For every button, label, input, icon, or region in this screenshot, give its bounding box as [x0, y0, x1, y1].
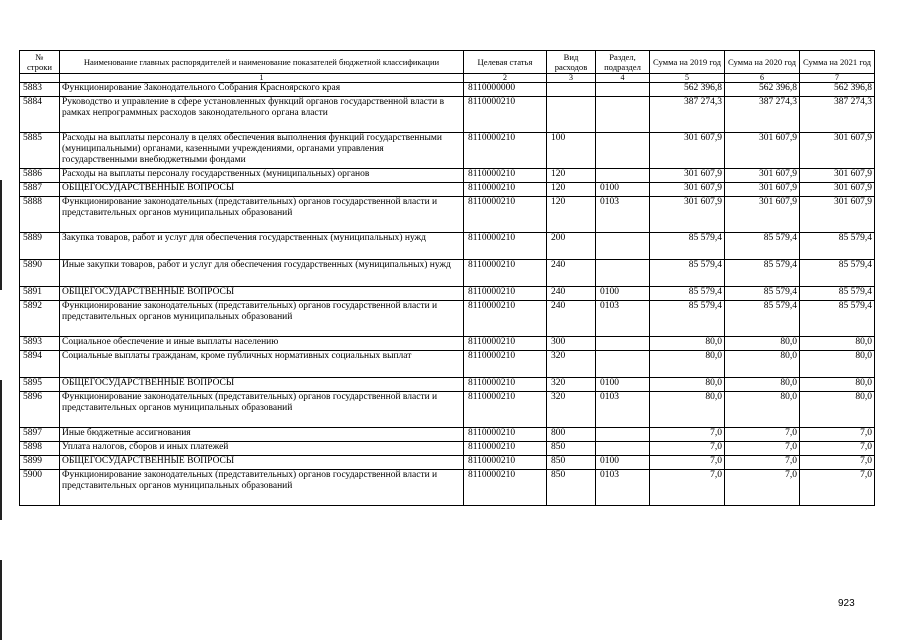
row-sum-2019: 301 607,9 — [650, 133, 725, 169]
row-number: 5889 — [20, 233, 60, 260]
row-name: Функционирование законодательных (представительных) органов государственной власти и представительных органов муниципальных образований — [60, 197, 464, 233]
scan-edge-mark — [0, 380, 2, 520]
row-expense-kind: 200 — [547, 233, 596, 260]
row-sum-2021: 80,0 — [800, 392, 875, 428]
table-row — [20, 97, 875, 133]
row-section: 0103 — [596, 301, 650, 337]
row-target-article: 8110000210 — [464, 378, 547, 392]
row-sum-2020: 7,0 — [725, 442, 800, 456]
row-section: 0103 — [596, 392, 650, 428]
row-name: Функционирование законодательных (представительных) органов государственной власти и представительных органов муниципальных образований — [60, 392, 464, 428]
row-sum-2021: 387 274,3 — [800, 97, 875, 133]
row-sum-2020: 85 579,4 — [725, 233, 800, 260]
row-name: ОБЩЕГОСУДАРСТВЕННЫЕ ВОПРОСЫ — [60, 378, 464, 392]
row-expense-kind: 300 — [547, 337, 596, 351]
row-sum-2019: 80,0 — [650, 337, 725, 351]
row-sum-2020: 301 607,9 — [725, 133, 800, 169]
row-expense-kind: 120 — [547, 197, 596, 233]
row-sum-2020: 301 607,9 — [725, 183, 800, 197]
table-row — [20, 233, 875, 260]
row-sum-2021: 7,0 — [800, 470, 875, 506]
row-sum-2020: 85 579,4 — [725, 287, 800, 301]
row-sum-2021: 7,0 — [800, 442, 875, 456]
row-expense-kind: 240 — [547, 260, 596, 287]
row-number: 5900 — [20, 470, 60, 506]
row-name: Расходы на выплаты персоналу государственных (муниципальных) органов — [60, 169, 464, 183]
row-number: 5897 — [20, 428, 60, 442]
row-number: 5884 — [20, 97, 60, 133]
table-row — [20, 470, 875, 506]
row-sum-2019: 562 396,8 — [650, 83, 725, 97]
row-section: 0100 — [596, 287, 650, 301]
row-name: ОБЩЕГОСУДАРСТВЕННЫЕ ВОПРОСЫ — [60, 287, 464, 301]
row-sum-2021: 301 607,9 — [800, 133, 875, 169]
row-sum-2021: 85 579,4 — [800, 301, 875, 337]
row-sum-2021: 301 607,9 — [800, 183, 875, 197]
row-section — [596, 169, 650, 183]
row-sum-2021: 80,0 — [800, 378, 875, 392]
row-number: 5898 — [20, 442, 60, 456]
row-number: 5890 — [20, 260, 60, 287]
row-sum-2020: 85 579,4 — [725, 301, 800, 337]
row-section — [596, 97, 650, 133]
row-target-article: 8110000210 — [464, 456, 547, 470]
row-sum-2021: 80,0 — [800, 351, 875, 378]
row-sum-2021: 85 579,4 — [800, 260, 875, 287]
row-target-article: 8110000210 — [464, 442, 547, 456]
row-name: Иные бюджетные ассигнования — [60, 428, 464, 442]
table-row — [20, 169, 875, 183]
header-section: Раздел, подраздел — [596, 51, 650, 74]
column-number: 4 — [596, 74, 650, 83]
table-row — [20, 442, 875, 456]
header-name: Наименование главных распорядителей и наименование показателей бюджетной классификации — [60, 51, 464, 74]
table-row — [20, 351, 875, 378]
row-sum-2019: 301 607,9 — [650, 169, 725, 183]
row-section: 0100 — [596, 456, 650, 470]
row-sum-2021: 562 396,8 — [800, 83, 875, 97]
row-target-article: 8110000210 — [464, 169, 547, 183]
row-target-article: 8110000210 — [464, 351, 547, 378]
row-section — [596, 442, 650, 456]
row-sum-2019: 7,0 — [650, 470, 725, 506]
row-section — [596, 337, 650, 351]
row-name: Функционирование Законодательного Собрания Красноярского края — [60, 83, 464, 97]
row-name: Функционирование законодательных (представительных) органов государственной власти и представительных органов муниципальных образований — [60, 470, 464, 506]
row-name: Расходы на выплаты персоналу в целях обеспечения выполнения функций государственными (муниципальными) органами, казенными учреждениями, органами управления государственными внебюджетными фондами — [60, 133, 464, 169]
row-sum-2021: 85 579,4 — [800, 233, 875, 260]
row-expense-kind: 240 — [547, 287, 596, 301]
row-sum-2019: 7,0 — [650, 428, 725, 442]
row-sum-2019: 85 579,4 — [650, 260, 725, 287]
row-section — [596, 83, 650, 97]
row-expense-kind: 120 — [547, 169, 596, 183]
row-number: 5899 — [20, 456, 60, 470]
row-name: Иные закупки товаров, работ и услуг для обеспечения государственных (муниципальных) нужд — [60, 260, 464, 287]
row-section: 0103 — [596, 470, 650, 506]
row-number: 5888 — [20, 197, 60, 233]
row-sum-2021: 80,0 — [800, 337, 875, 351]
header-target-article: Целевая статья — [464, 51, 547, 74]
row-section — [596, 428, 650, 442]
header-sum-2021: Сумма на 2021 год — [800, 51, 875, 74]
row-name: Уплата налогов, сборов и иных платежей — [60, 442, 464, 456]
column-number: 7 — [800, 74, 875, 83]
row-sum-2020: 562 396,8 — [725, 83, 800, 97]
row-section: 0100 — [596, 183, 650, 197]
row-sum-2019: 387 274,3 — [650, 97, 725, 133]
row-sum-2020: 85 579,4 — [725, 260, 800, 287]
scan-edge-mark — [0, 180, 2, 290]
row-sum-2019: 85 579,4 — [650, 233, 725, 260]
row-expense-kind: 850 — [547, 456, 596, 470]
row-number: 5887 — [20, 183, 60, 197]
row-sum-2021: 301 607,9 — [800, 169, 875, 183]
row-target-article: 8110000210 — [464, 392, 547, 428]
row-sum-2020: 387 274,3 — [725, 97, 800, 133]
row-sum-2019: 301 607,9 — [650, 197, 725, 233]
row-target-article: 8110000210 — [464, 337, 547, 351]
row-number: 5883 — [20, 83, 60, 97]
row-sum-2019: 85 579,4 — [650, 301, 725, 337]
table-row — [20, 83, 875, 97]
row-sum-2021: 301 607,9 — [800, 197, 875, 233]
row-section — [596, 351, 650, 378]
row-target-article: 8110000210 — [464, 470, 547, 506]
row-expense-kind: 850 — [547, 470, 596, 506]
column-number-blank — [20, 74, 60, 83]
row-target-article: 8110000210 — [464, 197, 547, 233]
table-row — [20, 287, 875, 301]
row-sum-2020: 7,0 — [725, 456, 800, 470]
row-target-article: 8110000000 — [464, 83, 547, 97]
header-row-no: № строки — [20, 51, 60, 74]
row-sum-2019: 85 579,4 — [650, 287, 725, 301]
row-section — [596, 233, 650, 260]
row-expense-kind: 120 — [547, 183, 596, 197]
row-sum-2020: 301 607,9 — [725, 197, 800, 233]
row-target-article: 8110000210 — [464, 260, 547, 287]
row-expense-kind — [547, 83, 596, 97]
row-sum-2021: 85 579,4 — [800, 287, 875, 301]
row-name: Функционирование законодательных (представительных) органов государственной власти и представительных органов муниципальных образований — [60, 301, 464, 337]
row-number: 5896 — [20, 392, 60, 428]
row-sum-2019: 80,0 — [650, 351, 725, 378]
budget-table — [19, 50, 875, 506]
row-sum-2019: 80,0 — [650, 392, 725, 428]
table-row — [20, 197, 875, 233]
row-number: 5886 — [20, 169, 60, 183]
row-sum-2021: 7,0 — [800, 456, 875, 470]
row-expense-kind: 320 — [547, 378, 596, 392]
column-number: 3 — [547, 74, 596, 83]
row-name: ОБЩЕГОСУДАРСТВЕННЫЕ ВОПРОСЫ — [60, 456, 464, 470]
row-sum-2020: 7,0 — [725, 470, 800, 506]
row-sum-2019: 7,0 — [650, 442, 725, 456]
row-sum-2020: 80,0 — [725, 351, 800, 378]
row-target-article: 8110000210 — [464, 233, 547, 260]
row-expense-kind: 320 — [547, 351, 596, 378]
row-target-article: 8110000210 — [464, 428, 547, 442]
row-number: 5892 — [20, 301, 60, 337]
column-number: 5 — [650, 74, 725, 83]
table-row — [20, 456, 875, 470]
table-row — [20, 337, 875, 351]
header-sum-2019: Сумма на 2019 год — [650, 51, 725, 74]
header-expense-kind: Вид расходов — [547, 51, 596, 74]
table-row — [20, 183, 875, 197]
row-expense-kind: 800 — [547, 428, 596, 442]
row-number: 5891 — [20, 287, 60, 301]
row-sum-2020: 80,0 — [725, 378, 800, 392]
row-name: ОБЩЕГОСУДАРСТВЕННЫЕ ВОПРОСЫ — [60, 183, 464, 197]
row-target-article: 8110000210 — [464, 301, 547, 337]
row-target-article: 8110000210 — [464, 287, 547, 301]
row-sum-2021: 7,0 — [800, 428, 875, 442]
row-sum-2020: 7,0 — [725, 428, 800, 442]
table-row — [20, 260, 875, 287]
table-row — [20, 378, 875, 392]
column-number: 1 — [60, 74, 464, 83]
row-number: 5895 — [20, 378, 60, 392]
row-sum-2019: 7,0 — [650, 456, 725, 470]
table-row — [20, 301, 875, 337]
scan-edge-mark — [0, 560, 2, 640]
row-sum-2020: 301 607,9 — [725, 169, 800, 183]
row-sum-2020: 80,0 — [725, 337, 800, 351]
header-sum-2020: Сумма на 2020 год — [725, 51, 800, 74]
row-expense-kind: 850 — [547, 442, 596, 456]
table-row — [20, 133, 875, 169]
row-number: 5894 — [20, 351, 60, 378]
row-section — [596, 260, 650, 287]
row-sum-2019: 301 607,9 — [650, 183, 725, 197]
row-target-article: 8110000210 — [464, 183, 547, 197]
row-expense-kind: 100 — [547, 133, 596, 169]
row-name: Руководство и управление в сфере установленных функций органов государственной власти в рамках непрограммных расходов законодательного органа власти — [60, 97, 464, 133]
row-target-article: 8110000210 — [464, 133, 547, 169]
header-row — [20, 51, 875, 74]
row-expense-kind — [547, 97, 596, 133]
row-number: 5885 — [20, 133, 60, 169]
row-name: Закупка товаров, работ и услуг для обеспечения государственных (муниципальных) нужд — [60, 233, 464, 260]
column-number: 2 — [464, 74, 547, 83]
page-number: 923 — [838, 598, 855, 609]
row-target-article: 8110000210 — [464, 97, 547, 133]
row-name: Социальное обеспечение и иные выплаты населению — [60, 337, 464, 351]
column-number-row — [20, 74, 875, 83]
table-row — [20, 428, 875, 442]
row-number: 5893 — [20, 337, 60, 351]
column-number: 6 — [725, 74, 800, 83]
row-sum-2020: 80,0 — [725, 392, 800, 428]
row-expense-kind: 320 — [547, 392, 596, 428]
row-section: 0100 — [596, 378, 650, 392]
row-sum-2019: 80,0 — [650, 378, 725, 392]
table-row — [20, 392, 875, 428]
row-name: Социальные выплаты гражданам, кроме публичных нормативных социальных выплат — [60, 351, 464, 378]
row-section — [596, 133, 650, 169]
row-expense-kind: 240 — [547, 301, 596, 337]
row-section: 0103 — [596, 197, 650, 233]
